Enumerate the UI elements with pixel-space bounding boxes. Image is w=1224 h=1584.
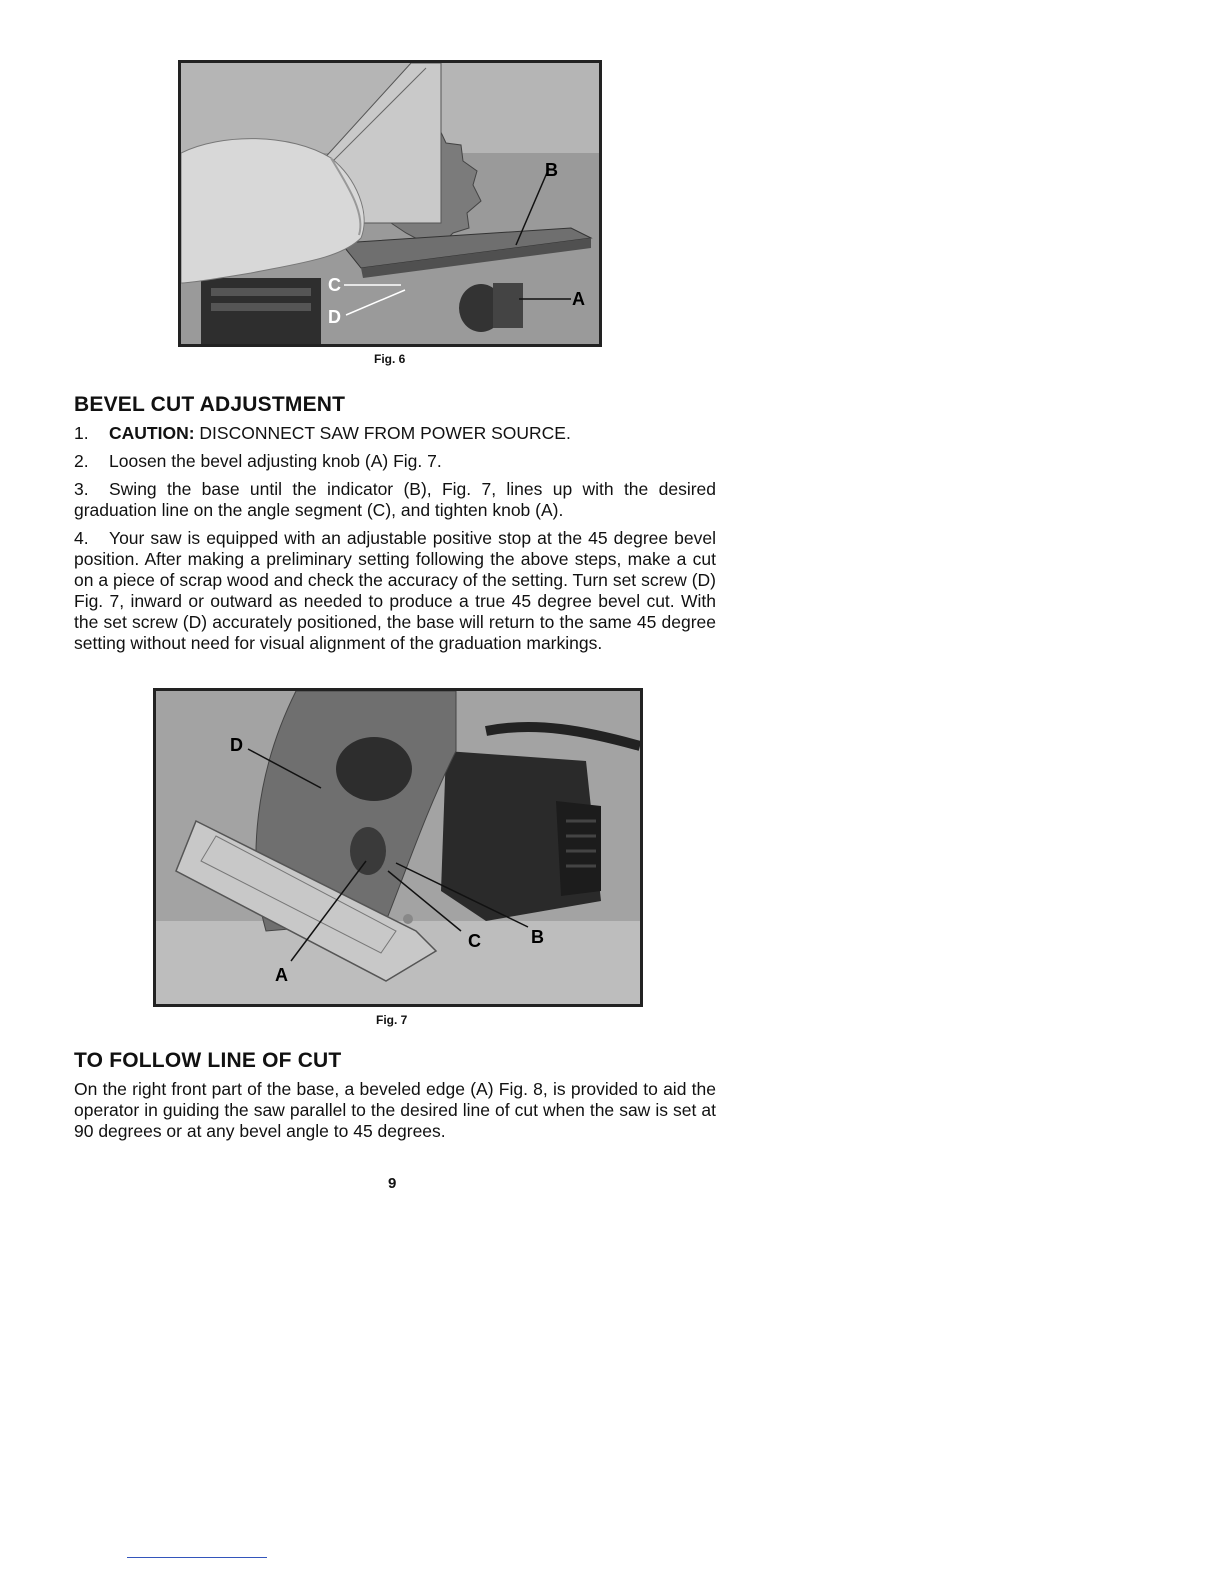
bevel-cut-heading: BEVEL CUT ADJUSTMENT [74, 393, 346, 416]
figure-6-photo [178, 60, 602, 347]
step-number: 1. [74, 423, 89, 443]
figure-7-photo [153, 688, 643, 1007]
figure-6-caption: Fig. 6 [374, 352, 406, 366]
caution-label: CAUTION: [109, 423, 195, 443]
fig7-callout-b: B [531, 927, 544, 947]
step-number: 2. [74, 451, 89, 471]
bevel-step-1 [74, 423, 716, 444]
step-number: 4. [74, 528, 89, 548]
step-number: 3. [74, 479, 89, 499]
footer-rule [127, 1557, 267, 1558]
follow-line-text: On the right front part of the base, a beveled edge (A) Fig. 8, is provided to aid the operator in guiding the saw parallel to the desired line of cut when the saw is set at 90 degrees or at any bevel angle to 45 degrees. [74, 1079, 716, 1141]
bevel-step-3 [74, 479, 716, 521]
step-text: Your saw is equipped with an adjustable positive stop at the 45 degree bevel position. After making a preliminary setting following the above steps, make a cut on a piece of scrap wood and check the accuracy of the setting. Turn set screw (D) Fig. 7, inward or outward as needed to produce a true 45 degree bevel cut. With the set screw (D) accurately positioned, the base will return to the same 45 degree setting without need for visual alignment of the graduation markings. [74, 528, 716, 653]
fig6-callout-d: D [328, 307, 341, 327]
figure-7-illustration [156, 691, 640, 1004]
step-text: Swing the base until the indicator (B), Fig. 7, lines up with the desired graduation line on the angle segment (C), and tighten knob (A). [74, 479, 716, 520]
step-text: DISCONNECT SAW FROM POWER SOURCE. [194, 423, 571, 443]
fig7-callout-a: A [275, 965, 288, 985]
fig6-callout-a: A [572, 289, 585, 309]
fig7-callout-d: D [230, 735, 243, 755]
fig6-callout-b: B [545, 160, 558, 180]
page-number: 9 [388, 1175, 397, 1192]
figure-6-illustration [181, 63, 599, 344]
follow-line-heading: TO FOLLOW LINE OF CUT [74, 1049, 342, 1072]
fig6-callout-c: C [328, 275, 341, 295]
bevel-step-2 [74, 451, 716, 472]
figure-7-caption: Fig. 7 [376, 1013, 408, 1027]
bevel-step-4 [74, 528, 716, 654]
fig7-callout-c: C [468, 931, 481, 951]
step-text: Loosen the bevel adjusting knob (A) Fig. 7. [109, 451, 442, 471]
